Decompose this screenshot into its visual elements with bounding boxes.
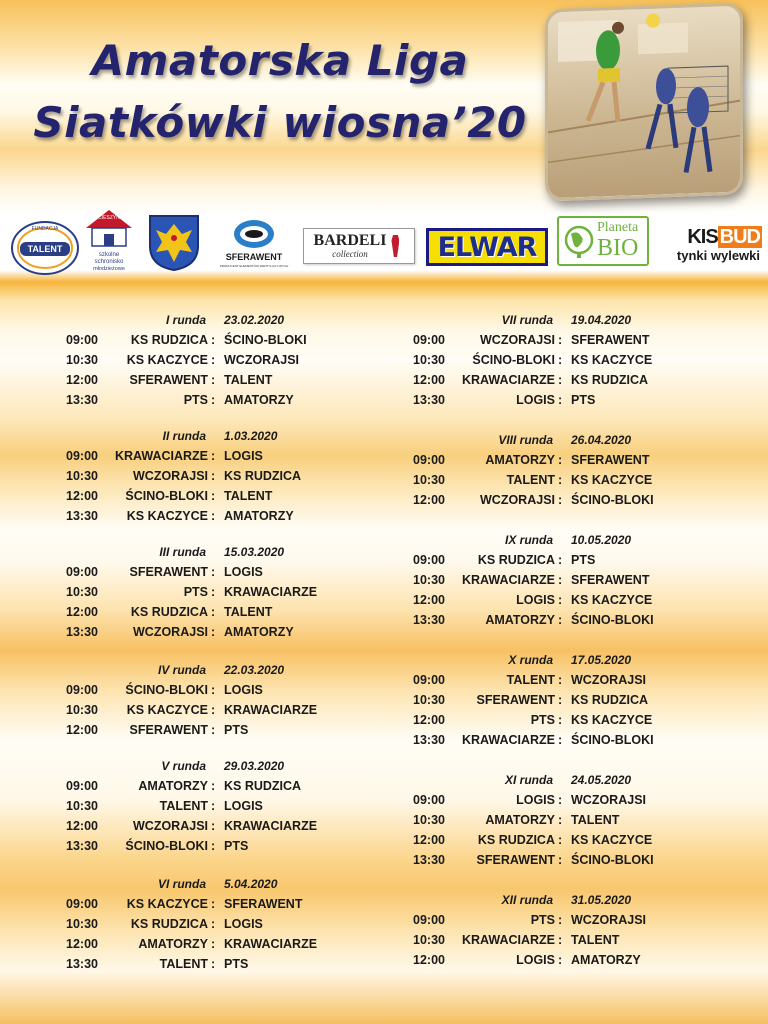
match-home-team: PTS (530, 913, 555, 927)
match-home-team: ŚCINO-BLOKI (125, 839, 208, 853)
sferawent-logo-name: SFERAWENT (225, 252, 283, 262)
match-row (405, 571, 705, 590)
match-row (58, 603, 358, 622)
match-away-team: SFERAWENT (571, 453, 650, 467)
match-row (58, 623, 358, 642)
match-home-team: ŚCINO-BLOKI (125, 683, 208, 697)
match-row (58, 701, 358, 720)
match-home-team: PTS (183, 585, 208, 599)
round-header (405, 771, 705, 791)
round-name: XII runda (501, 893, 553, 907)
talent-foundation-logo (10, 216, 80, 276)
match-away-team: PTS (224, 957, 249, 971)
round-header (58, 661, 358, 681)
match-away-team: KS RUDZICA (224, 469, 302, 483)
match-row (405, 471, 705, 490)
match-home-team: WCZORAJSI (133, 625, 208, 639)
match-row (58, 935, 358, 954)
match-separator: : (211, 449, 216, 463)
round-name: VII runda (501, 313, 553, 327)
match-home-team: WCZORAJSI (480, 333, 555, 347)
round-date: 23.02.2020 (224, 313, 285, 327)
match-away-team: KS RUDZICA (571, 693, 649, 707)
match-row (405, 391, 705, 410)
match-away-team: TALENT (224, 373, 273, 387)
match-home-team: KS RUDZICA (130, 605, 208, 619)
match-away-team: TALENT (571, 813, 620, 827)
match-away-team: PTS (224, 723, 249, 737)
match-away-team: LOGIS (224, 565, 263, 579)
match-time: 13:30 (413, 853, 445, 867)
match-time: 12:00 (413, 953, 445, 967)
match-away-team: LOGIS (224, 799, 263, 813)
match-away-team: AMATORZY (224, 393, 294, 407)
round-name: III runda (159, 545, 206, 559)
match-row (58, 721, 358, 740)
match-row (405, 731, 705, 750)
match-home-team: WCZORAJSI (480, 493, 555, 507)
match-row (405, 811, 705, 830)
match-separator: : (211, 897, 216, 911)
match-home-team: ŚCINO-BLOKI (472, 353, 555, 367)
match-away-team: KS KACZYCE (571, 593, 653, 607)
match-row (405, 611, 705, 630)
match-home-team: KRAWACIARZE (461, 373, 555, 387)
match-away-team: KS RUDZICA (224, 779, 302, 793)
match-separator: : (558, 833, 563, 847)
match-home-team: PTS (530, 713, 555, 727)
round-header (58, 427, 358, 447)
match-home-team: SFERAWENT (129, 723, 208, 737)
match-row (58, 331, 358, 350)
match-home-team: KRAWACIARZE (461, 733, 555, 747)
match-time: 10:30 (413, 933, 445, 947)
match-separator: : (558, 713, 563, 727)
match-row (58, 487, 358, 506)
match-separator: : (211, 723, 216, 737)
match-away-team: TALENT (224, 489, 273, 503)
match-time: 13:30 (66, 509, 98, 523)
match-home-team: AMATORZY (485, 813, 555, 827)
round-name: IX runda (504, 533, 553, 547)
match-time: 09:00 (66, 565, 98, 579)
match-time: 09:00 (413, 333, 445, 347)
match-away-team: ŚCINO-BLOKI (571, 613, 654, 627)
match-home-team: LOGIS (516, 793, 555, 807)
match-separator: : (211, 683, 216, 697)
match-time: 09:00 (66, 449, 98, 463)
match-separator: : (211, 509, 216, 523)
match-home-team: KS KACZYCE (126, 353, 208, 367)
volleyball-photo (545, 3, 743, 202)
match-away-team: WCZORAJSI (571, 673, 646, 687)
match-row (58, 895, 358, 914)
match-away-team: KS KACZYCE (571, 833, 653, 847)
round-header (405, 651, 705, 671)
match-row (405, 831, 705, 850)
match-row (405, 491, 705, 510)
round-date: 29.03.2020 (224, 759, 285, 773)
globe-icon (563, 224, 595, 258)
schronisko-logo-line-2: schronisko (94, 259, 124, 265)
match-time: 12:00 (413, 593, 445, 607)
match-separator: : (558, 613, 563, 627)
match-time: 10:30 (66, 799, 98, 813)
match-row (58, 797, 358, 816)
match-row (58, 467, 358, 486)
match-row (405, 951, 705, 970)
sferawent-logo (216, 212, 292, 272)
match-away-team: WCZORAJSI (571, 913, 646, 927)
match-time: 10:30 (66, 469, 98, 483)
match-separator: : (211, 373, 216, 387)
match-separator: : (558, 933, 563, 947)
match-time: 12:00 (66, 819, 98, 833)
schronisko-logo-line-1: szkolne (98, 252, 120, 258)
match-away-team: ŚCINO-BLOKI (571, 493, 654, 507)
match-separator: : (211, 839, 216, 853)
match-home-team: KS RUDZICA (130, 333, 208, 347)
planeta-bio-line-2: BIO (597, 235, 639, 261)
match-away-team: TALENT (571, 933, 620, 947)
match-separator: : (211, 565, 216, 579)
match-row (405, 331, 705, 350)
round-name: VIII runda (498, 433, 553, 447)
match-home-team: KS KACZYCE (126, 897, 208, 911)
match-time: 09:00 (413, 453, 445, 467)
match-away-team: KS RUDZICA (571, 373, 649, 387)
round-header (58, 875, 358, 895)
match-home-team: ŚCINO-BLOKI (125, 489, 208, 503)
match-home-team: AMATORZY (138, 937, 208, 951)
match-away-team: KS KACZYCE (571, 713, 653, 727)
match-separator: : (211, 333, 216, 347)
match-time: 13:30 (413, 613, 445, 627)
match-home-team: SFERAWENT (129, 565, 208, 579)
match-home-team: TALENT (159, 957, 208, 971)
match-away-team: AMATORZY (224, 625, 294, 639)
round-date: 5.04.2020 (224, 877, 278, 891)
match-time: 09:00 (413, 553, 445, 567)
match-away-team: LOGIS (224, 683, 263, 697)
match-home-team: LOGIS (516, 593, 555, 607)
match-home-team: TALENT (506, 673, 555, 687)
match-row (405, 911, 705, 930)
round-header (405, 431, 705, 451)
match-away-team: LOGIS (224, 917, 263, 931)
round-header (58, 757, 358, 777)
match-separator: : (211, 917, 216, 931)
match-time: 10:30 (413, 813, 445, 827)
kisbud-name (687, 226, 762, 249)
round-date: 10.05.2020 (571, 533, 632, 547)
match-away-team: AMATORZY (571, 953, 641, 967)
sponsor-logos (0, 200, 768, 280)
match-time: 10:30 (66, 917, 98, 931)
round-header (405, 311, 705, 331)
match-time: 09:00 (66, 897, 98, 911)
match-separator: : (211, 779, 216, 793)
match-time: 10:30 (66, 703, 98, 717)
match-row (405, 671, 705, 690)
round-date: 26.04.2020 (571, 433, 632, 447)
match-home-team: KS RUDZICA (477, 833, 555, 847)
round-header (58, 543, 358, 563)
match-away-team: ŚCINO-BLOKI (224, 333, 307, 347)
match-time: 10:30 (413, 573, 445, 587)
match-separator: : (211, 799, 216, 813)
kisbud-bud: BUD (719, 226, 760, 248)
match-separator: : (558, 693, 563, 707)
bardeli-text (314, 233, 387, 259)
match-time: 09:00 (66, 779, 98, 793)
match-time: 10:30 (413, 693, 445, 707)
match-time: 13:30 (66, 839, 98, 853)
kisbud-logo (658, 226, 766, 266)
match-home-team: AMATORZY (485, 613, 555, 627)
match-row (405, 931, 705, 950)
match-time: 12:00 (413, 493, 445, 507)
match-away-team: KRAWACIARZE (224, 819, 318, 833)
match-separator: : (558, 913, 563, 927)
match-row (58, 583, 358, 602)
round-date: 31.05.2020 (571, 893, 632, 907)
match-time: 10:30 (413, 353, 445, 367)
match-time: 12:00 (413, 833, 445, 847)
round-date: 24.05.2020 (571, 773, 632, 787)
match-separator: : (211, 353, 216, 367)
round-header (58, 311, 358, 331)
match-separator: : (211, 957, 216, 971)
match-away-team: PTS (224, 839, 249, 853)
match-away-team: ŚCINO-BLOKI (571, 853, 654, 867)
match-time: 12:00 (413, 373, 445, 387)
match-separator: : (558, 473, 563, 487)
match-separator: : (558, 333, 563, 347)
match-time: 10:30 (413, 473, 445, 487)
match-home-team: WCZORAJSI (133, 819, 208, 833)
match-row (58, 447, 358, 466)
match-row (405, 791, 705, 810)
match-away-team: PTS (571, 553, 596, 567)
match-time: 09:00 (66, 333, 98, 347)
match-home-team: KS RUDZICA (477, 553, 555, 567)
round-name: V runda (161, 759, 206, 773)
match-time: 10:30 (66, 353, 98, 367)
match-row (58, 681, 358, 700)
round-name: VI runda (157, 877, 206, 891)
match-home-team: TALENT (159, 799, 208, 813)
match-separator: : (211, 489, 216, 503)
match-separator: : (211, 605, 216, 619)
match-separator: : (558, 953, 563, 967)
match-separator: : (558, 853, 563, 867)
schronisko-logo-top: CIESZYN (98, 215, 120, 221)
round-date: 15.03.2020 (224, 545, 285, 559)
match-row (405, 591, 705, 610)
round-name: I runda (165, 313, 206, 327)
match-row (405, 691, 705, 710)
match-away-team: KS KACZYCE (571, 353, 653, 367)
match-separator: : (558, 573, 563, 587)
match-away-team: ŚCINO-BLOKI (571, 733, 654, 747)
match-time: 13:30 (66, 393, 98, 407)
match-away-team: SFERAWENT (224, 897, 303, 911)
round-name: IV runda (157, 663, 206, 677)
round-header (405, 531, 705, 551)
match-home-team: TALENT (506, 473, 555, 487)
match-away-team: WCZORAJSI (224, 353, 299, 367)
match-row (58, 507, 358, 526)
match-separator: : (558, 733, 563, 747)
page-title-line-2: Siatkówki wiosna’20 (33, 98, 527, 147)
match-away-team: KRAWACIARZE (224, 585, 318, 599)
match-home-team: WCZORAJSI (133, 469, 208, 483)
match-time: 09:00 (413, 673, 445, 687)
match-row (58, 351, 358, 370)
match-time: 12:00 (66, 605, 98, 619)
round-date: 19.04.2020 (571, 313, 632, 327)
match-home-team: KRAWACIARZE (461, 933, 555, 947)
match-away-team: KRAWACIARZE (224, 703, 318, 717)
match-away-team: WCZORAJSI (571, 793, 646, 807)
match-separator: : (558, 673, 563, 687)
match-time: 13:30 (66, 957, 98, 971)
round-date: 22.03.2020 (224, 663, 285, 677)
page-title-line-1: Amatorska Liga (91, 36, 469, 85)
match-row (405, 851, 705, 870)
round-name: X runda (508, 653, 553, 667)
match-separator: : (558, 453, 563, 467)
elwar-logo: ELWAR (426, 228, 548, 266)
match-row (58, 817, 358, 836)
match-separator: : (558, 393, 563, 407)
schronisko-logo (84, 206, 134, 274)
schronisko-logo-line-3: młodzieżowe (93, 266, 125, 272)
round-date: 1.03.2020 (224, 429, 278, 443)
match-row (58, 915, 358, 934)
match-row (405, 711, 705, 730)
round-header (405, 891, 705, 911)
round-name: XI runda (504, 773, 553, 787)
round-name: II runda (162, 429, 206, 443)
match-separator: : (211, 469, 216, 483)
match-row (58, 777, 358, 796)
bardeli-logo (303, 228, 415, 264)
talent-logo-label: TALENT (27, 244, 63, 254)
match-home-team: KRAWACIARZE (461, 573, 555, 587)
match-away-team: KRAWACIARZE (224, 937, 318, 951)
match-separator: : (558, 553, 563, 567)
match-separator: : (558, 373, 563, 387)
match-home-team: KS RUDZICA (130, 917, 208, 931)
match-home-team: AMATORZY (485, 453, 555, 467)
match-row (58, 837, 358, 856)
match-separator: : (558, 493, 563, 507)
match-away-team: KS KACZYCE (571, 473, 653, 487)
match-row (58, 563, 358, 582)
match-row (405, 451, 705, 470)
kisbud-sub: tynki wylewki (676, 248, 760, 263)
match-time: 12:00 (413, 713, 445, 727)
coat-of-arms-logo (146, 212, 202, 272)
match-row (58, 391, 358, 410)
match-row (58, 371, 358, 390)
match-separator: : (211, 703, 216, 717)
match-home-team: SFERAWENT (476, 693, 555, 707)
bardeli-sub: collection (332, 249, 368, 259)
match-home-team: KS KACZYCE (126, 509, 208, 523)
bardeli-name: BARDELI (313, 232, 387, 249)
match-home-team: KRAWACIARZE (114, 449, 208, 463)
match-time: 10:30 (66, 585, 98, 599)
match-separator: : (211, 585, 216, 599)
sferawent-logo-sub: PRODUCENT ELEMENTÓW WENTYLACYJNYCH (219, 264, 289, 268)
match-time: 13:30 (66, 625, 98, 639)
match-away-team: AMATORZY (224, 509, 294, 523)
match-time: 09:00 (413, 913, 445, 927)
match-time: 12:00 (66, 937, 98, 951)
match-row (405, 551, 705, 570)
match-away-team: SFERAWENT (571, 573, 650, 587)
match-time: 09:00 (413, 793, 445, 807)
match-away-team: PTS (571, 393, 596, 407)
match-away-team: TALENT (224, 605, 273, 619)
match-separator: : (558, 593, 563, 607)
match-home-team: PTS (183, 393, 208, 407)
match-separator: : (558, 813, 563, 827)
match-time: 13:30 (413, 393, 445, 407)
match-separator: : (211, 393, 216, 407)
match-row (405, 351, 705, 370)
match-row (58, 955, 358, 974)
match-time: 12:00 (66, 723, 98, 737)
talent-logo-top: FUNDACJA (31, 226, 59, 232)
match-separator: : (211, 937, 216, 951)
match-row (405, 371, 705, 390)
match-home-team: SFERAWENT (129, 373, 208, 387)
match-time: 12:00 (66, 489, 98, 503)
match-home-team: SFERAWENT (476, 853, 555, 867)
tie-icon (391, 235, 399, 257)
match-time: 12:00 (66, 373, 98, 387)
match-home-team: LOGIS (516, 953, 555, 967)
match-separator: : (558, 793, 563, 807)
match-away-team: SFERAWENT (571, 333, 650, 347)
match-separator: : (558, 353, 563, 367)
match-away-team: LOGIS (224, 449, 263, 463)
match-separator: : (211, 819, 216, 833)
planeta-bio-logo (557, 216, 649, 266)
match-home-team: KS KACZYCE (126, 703, 208, 717)
match-home-team: AMATORZY (138, 779, 208, 793)
match-time: 13:30 (413, 733, 445, 747)
match-home-team: LOGIS (516, 393, 555, 407)
match-time: 09:00 (66, 683, 98, 697)
kisbud-kis: KIS (687, 226, 718, 248)
match-separator: : (211, 625, 216, 639)
round-date: 17.05.2020 (571, 653, 632, 667)
planeta-bio-line-1: Planeta (597, 220, 639, 235)
